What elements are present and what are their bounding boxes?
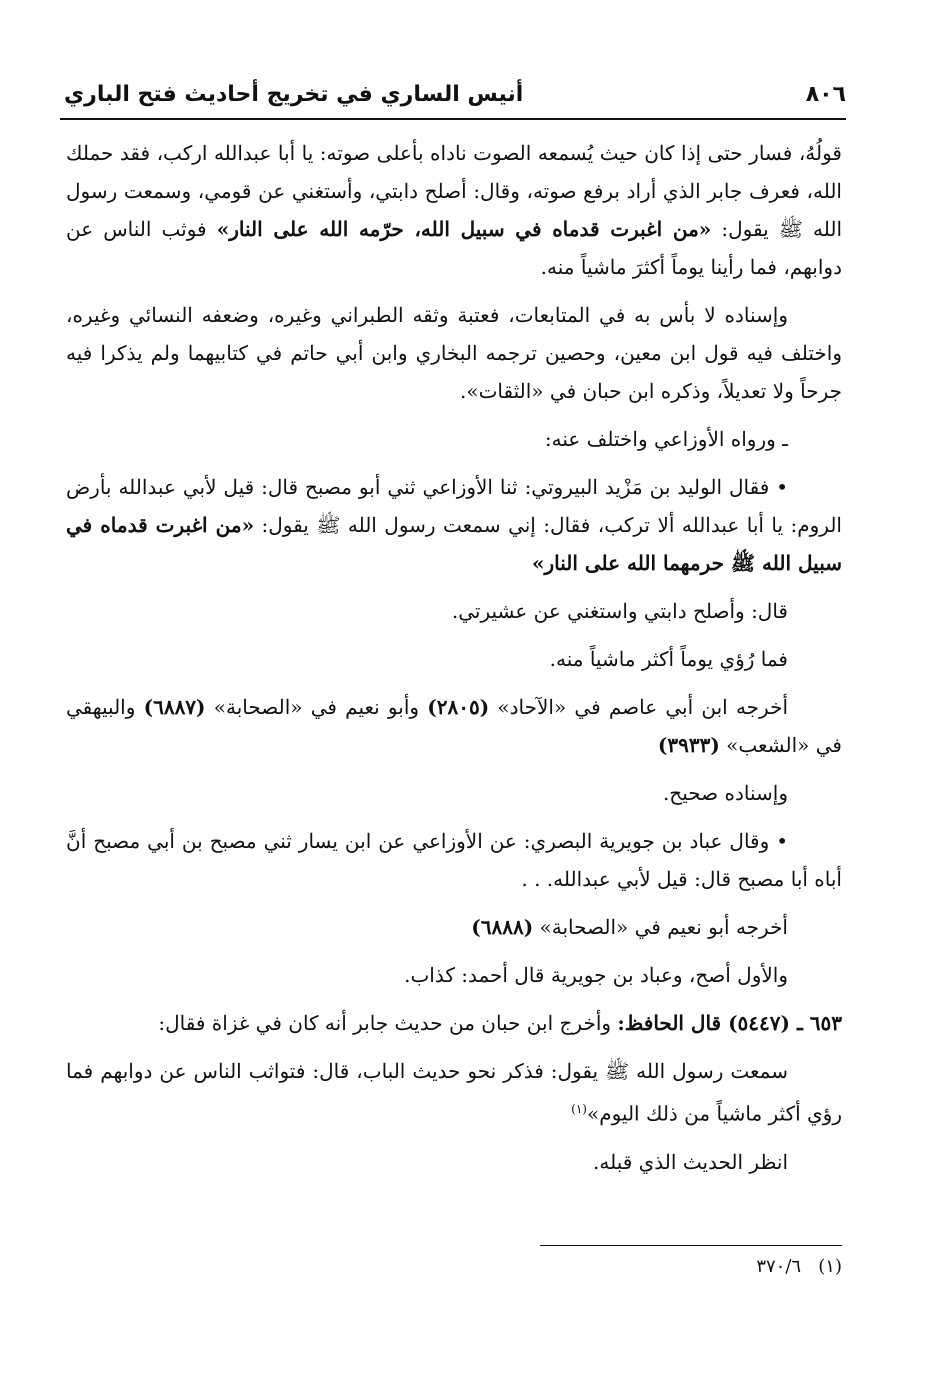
paragraph-5 [66, 592, 842, 630]
footnote-marker-label: (١) [818, 1256, 842, 1277]
reference-number: (٣٩٣٣) [657, 733, 720, 757]
hadith-quote: «من اغبرت قدماه في سبيل الله ﷺ حرمهما الله على النار» [66, 513, 842, 575]
paragraph-2 [66, 296, 842, 410]
text-segment: • وقال عباد بن جويرية البصري: عن الأوزاعي عن ابن يسار ثني مصبح بن أبي مصبح أنَّ أباه أبا مصبح قال: قيل لأبي عبدالله. . . [66, 829, 842, 891]
text-segment: فوثب الناس عن دوابهم، فما رأينا يوماً أكثرَ ماشياً منه. [66, 217, 842, 279]
text-segment: قال: وأصلح دابتي واستغني عن عشيرتي. [451, 599, 788, 623]
text-segment: انظر الحديث الذي قبله. [593, 1149, 788, 1174]
reference-number: (٢٨٠٥) [427, 695, 490, 719]
text-segment: والأول أصح، وعباد بن جويرية قال أحمد: كذاب. [404, 963, 788, 987]
book-title: أنيس الساري في تخريج أحاديث فتح الباري [64, 81, 524, 107]
text-segment: فما رُؤي يوماً أكثر ماشياً منه. [549, 647, 788, 671]
text-segment: والبيهقي في «الشعب» [66, 695, 842, 757]
hadith-quote: «من اغبرت قدماه في سبيل الله، حرّمه الله على النار» [216, 217, 712, 241]
text-segment: سمعت رسول الله ﷺ يقول: فذكر نحو حديث الباب، قال: فتواثب الناس عن دوابهم فما رؤي أكثر ماشياً من ذلك اليوم» [66, 1059, 842, 1126]
paragraph-4 [66, 468, 842, 582]
paragraph-10 [66, 908, 842, 946]
paragraph-13 [66, 1052, 842, 1133]
paragraph-14 [66, 1143, 842, 1181]
text-segment: أخرجه أبو نعيم في «الصحابة» [533, 915, 788, 939]
text-segment: قولُهُ، فسار حتى إذا كان حيث يُسمعه الصوت ناداه بأعلى صوته: يا أبا عبدالله اركب، فقد حملك الله، فعرف جابر الذي أراد برفع صوته، وقال: أصلح دابتي، وأستغني عن قومي، وسمعت رسول الله ﷺ يقول: [66, 141, 842, 241]
text-segment: وإسناده صحيح. [662, 781, 788, 805]
text-segment: أخرجه ابن أبي عاصم في «الآحاد» [489, 695, 788, 719]
reference-number: (٦٨٨٧) [143, 695, 206, 719]
paragraph-6 [66, 640, 842, 678]
paragraph-8 [66, 774, 842, 812]
text-segment: • فقال الوليد بن مَزْيد البيروتي: ثنا الأوزاعي ثني أبو مصبح قال: قيل لأبي عبدالله بأرض الروم: يا أبا عبدالله ألا تركب، فقال: إني سمعت رسول الله ﷺ يقول: [66, 475, 842, 537]
footnote-marker[interactable]: (١) [571, 1102, 587, 1116]
text-segment: وإسناده لا بأس به في المتابعات، فعتبة وثقه الطبراني وغيره، وضعفه النسائي وغيره، واختلف فيه قول ابن معين، وحصين ترجمه البخاري وابن أبي حاتم في كتابيهما ولم يذكرا فيه جرحاً ولا تعديلاً، وذكره ابن حبان في «الثقات». [66, 303, 842, 403]
paragraph-9 [66, 822, 842, 898]
running-header [64, 74, 846, 114]
paragraph-7 [66, 688, 842, 764]
paragraph-11 [66, 956, 842, 994]
paragraph-1 [66, 134, 842, 286]
footnote-separator [540, 1245, 842, 1246]
page-number: ٨٠٦ [805, 81, 846, 107]
text-segment: وأبو نعيم في «الصحابة» [205, 695, 428, 719]
reference-number: (٦٨٨٨) [471, 915, 534, 939]
text-segment: وأخرج ابن حبان من حديث جابر أنه كان في غزاة فقال: [158, 1011, 618, 1035]
header-rule [60, 118, 846, 120]
paragraph-3 [66, 420, 842, 458]
paragraph-12 [66, 1004, 842, 1042]
footnote-text: ٣٧٠/٦ [756, 1256, 802, 1277]
hadith-number-heading: ٦٥٣ ـ (٥٤٤٧) قال الحافظ: [617, 1011, 842, 1035]
footnote [756, 1254, 842, 1280]
text-segment: ـ ورواه الأوزاعي واختلف عنه: [544, 427, 788, 451]
main-text [66, 134, 842, 1191]
